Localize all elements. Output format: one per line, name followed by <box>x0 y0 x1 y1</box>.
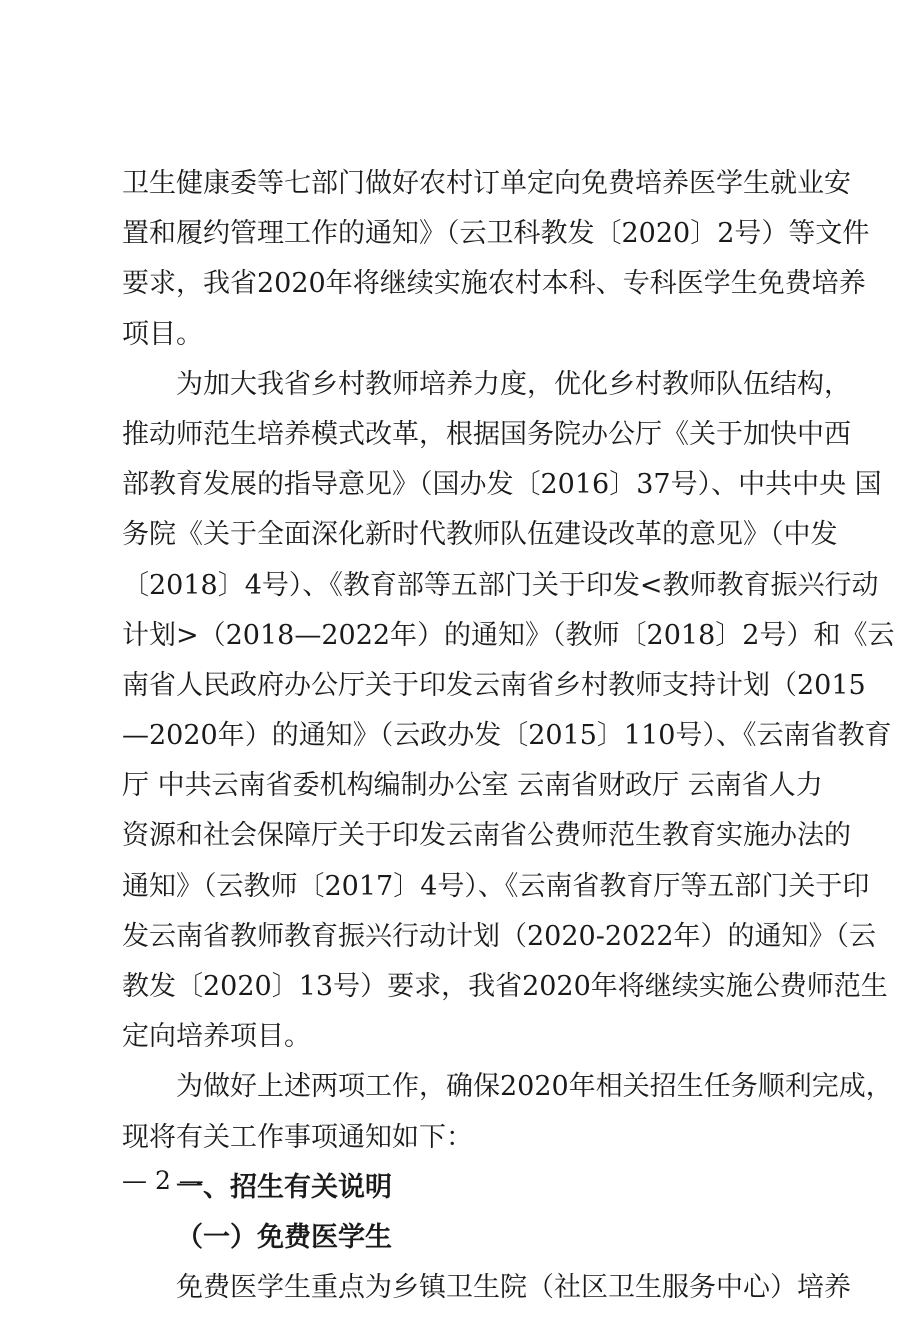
page-number: — 2 — <box>122 1166 204 1195</box>
paragraph-1-line-3: 要求，我省2020年将继续实施农村本科、专科医学生免费培养 <box>122 268 866 300</box>
paragraph-1-line-2: 置和履约管理工作的通知》（云卫科教发〔2020〕2号）等文件 <box>122 218 870 250</box>
paragraph-1-line-4: 项目。 <box>122 318 203 350</box>
paragraph-1-line-1: 卫生健康委等七部门做好农村订单定向免费培养医学生就业安 <box>122 168 851 199</box>
paragraph-3-line-2: 现将有关工作事项通知如下： <box>122 1121 473 1153</box>
paragraph-2-line-5: 〔2018〕4号）、《教育部等五部门关于印发<教师教育振兴行动 <box>122 569 879 601</box>
paragraph-2-line-7: 南省人民政府办公厅关于印发云南省乡村教师支持计划（2015 <box>122 669 866 701</box>
paragraph-2-line-2: 推动师范生培养模式改革，根据国务院办公厅《关于加快中西 <box>122 418 851 450</box>
paragraph-2-line-11: 通知》（云教师〔2017〕4号）、《云南省教育厅等五部门关于印 <box>122 870 870 902</box>
paragraph-2-line-3: 部教育发展的指导意见》（国办发〔2016〕37号）、中共中央 国 <box>122 469 882 501</box>
paragraph-2-line-9: 厅 中共云南省委机构编制办公室 云南省财政厅 云南省人力 <box>122 770 823 802</box>
document-body <box>122 164 895 1318</box>
paragraph-2-line-10: 资源和社会保障厅关于印发云南省公费师范生教育实施办法的 <box>122 820 851 852</box>
paragraph-2-line-4: 务院《关于全面深化新时代教师队伍建设改革的意见》（中发 <box>122 519 838 551</box>
paragraph-2-line-1: 为加大我省乡村教师培养力度，优化乡村教师队伍结构， <box>176 368 851 400</box>
paragraph-2-line-14: 定向培养项目。 <box>122 1021 311 1053</box>
paragraph-2-line-8: —2020年）的通知》（云政办发〔2015〕110号）、《云南省教育 <box>122 720 892 752</box>
paragraph-4-line-1: 免费医学生重点为乡镇卫生院（社区卫生服务中心）培养 <box>176 1272 851 1304</box>
paragraph-2-line-6: 计划>（2018—2022年）的通知》（教师〔2018〕2号）和《云 <box>122 619 895 651</box>
paragraph-2-line-12: 发云南省教师教育振兴行动计划（2020-2022年）的通知》（云 <box>122 920 877 952</box>
paragraph-3-line-1: 为做好上述两项工作，确保2020年相关招生任务顺利完成， <box>176 1071 893 1103</box>
paragraph-2-line-13: 教发〔2020〕13号）要求，我省2020年将继续实施公费师范生 <box>122 971 888 1002</box>
section-heading: 一、招生有关说明 <box>176 1171 392 1203</box>
subsection-heading: （一）免费医学生 <box>176 1221 392 1253</box>
